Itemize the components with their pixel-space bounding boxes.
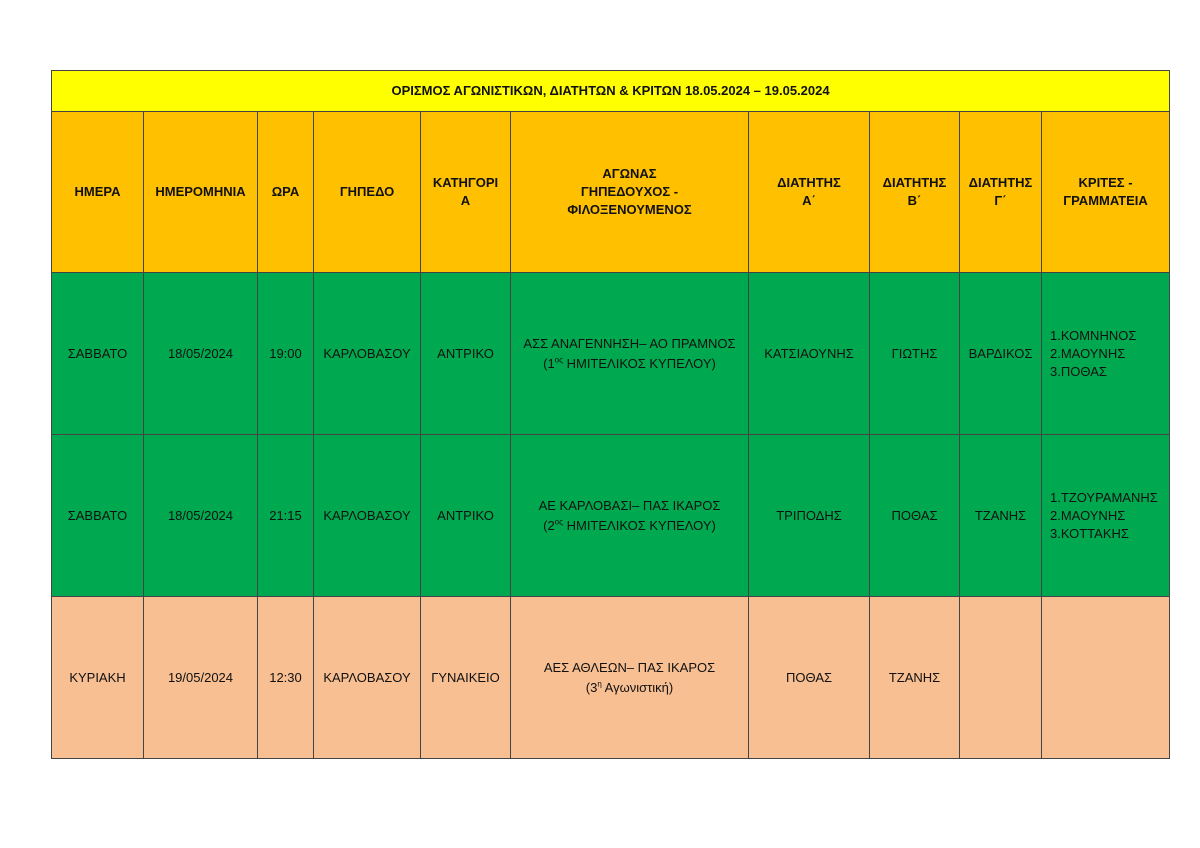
cell-day: ΣΑΒΒΑΤΟ — [52, 273, 144, 435]
match-round-suffix: ος — [554, 517, 563, 527]
cell-judges — [1042, 273, 1170, 435]
header-time: ΩΡΑ — [258, 112, 314, 273]
match-round-number: (2 — [543, 517, 555, 533]
header-category-line1: ΚΑΤΗΓΟΡΙ — [432, 175, 499, 190]
match-round-number: (3 — [585, 679, 598, 695]
judge-item: 2.ΜΑΟΥΝΗΣ — [1050, 345, 1126, 361]
match-teams: ΑΕΣ ΑΘΛΕΩΝ– ΠΑΣ ΙΚΑΡΟΣ — [543, 659, 716, 675]
match-round-number: (1 — [543, 355, 555, 371]
header-ref-b — [870, 112, 960, 273]
match-round — [515, 678, 744, 698]
cell-category: ΑΝΤΡΙΚΟ — [421, 435, 511, 597]
judge-item: 1.ΚΟΜΝΗΝΟΣ — [1050, 327, 1137, 343]
title-row — [52, 71, 1170, 112]
cell-match — [511, 597, 749, 759]
cell-match — [511, 273, 749, 435]
cell-category: ΑΝΤΡΙΚΟ — [421, 273, 511, 435]
match-round-suffix: ος — [554, 355, 563, 365]
match-round — [515, 516, 744, 536]
match-teams: ΑΣΣ ΑΝΑΓΕΝΝΗΣΗ– ΑΟ ΠΡΑΜΝΟΣ — [523, 335, 736, 351]
cell-ref-b: ΤΖΑΝΗΣ — [870, 597, 960, 759]
header-ref-b-line2: Β΄ — [907, 193, 922, 208]
header-match — [511, 112, 749, 273]
judge-item: 2.ΜΑΟΥΝΗΣ — [1050, 507, 1126, 523]
header-match-line1: ΑΓΩΝΑΣ — [602, 166, 657, 181]
cell-ref-a: ΚΑΤΣΙΑΟΥΝΗΣ — [749, 273, 870, 435]
cell-day: ΚΥΡΙΑΚΗ — [52, 597, 144, 759]
match-round-suffix: η — [597, 679, 602, 689]
header-match-line3: ΦΙΛΟΞΕΝΟΥΜΕΝΟΣ — [567, 202, 692, 217]
header-ref-c-line1: ΔΙΑΤΗΤΗΣ — [968, 175, 1033, 190]
judge-item: 1.ΤΖΟΥΡΑΜΑΝΗΣ — [1050, 489, 1158, 505]
cell-category: ΓΥΝΑΙΚΕΙΟ — [421, 597, 511, 759]
cell-ref-b: ΠΟΘΑΣ — [870, 435, 960, 597]
cell-match — [511, 435, 749, 597]
header-row — [52, 112, 1170, 273]
cell-ref-b: ΓΙΩΤΗΣ — [870, 273, 960, 435]
header-day: ΗΜΕΡΑ — [52, 112, 144, 273]
cell-ref-c: ΒΑΡΔΙΚΟΣ — [960, 273, 1042, 435]
match-round-label: ΗΜΙΤΕΛΙΚΟΣ ΚΥΠΕΛΟΥ) — [562, 355, 716, 371]
header-ref-a — [749, 112, 870, 273]
header-ref-a-line1: ΔΙΑΤΗΤΗΣ — [777, 175, 841, 190]
table-row — [52, 597, 1170, 759]
cell-judges — [1042, 597, 1170, 759]
match-round-label: ΗΜΙΤΕΛΙΚΟΣ ΚΥΠΕΛΟΥ) — [562, 517, 716, 533]
header-ref-b-line1: ΔΙΑΤΗΤΗΣ — [882, 175, 947, 190]
cell-date: 19/05/2024 — [144, 597, 258, 759]
header-date: ΗΜΕΡΟΜΗΝΙΑ — [144, 112, 258, 273]
cell-day: ΣΑΒΒΑΤΟ — [52, 435, 144, 597]
header-category — [421, 112, 511, 273]
header-ref-c-line2: Γ΄ — [994, 193, 1007, 208]
cell-venue: ΚΑΡΛΟΒΑΣΟΥ — [314, 435, 421, 597]
header-match-line2: ΓΗΠΕΔΟΥΧΟΣ - — [580, 184, 679, 199]
cell-time: 12:30 — [258, 597, 314, 759]
header-ref-c — [960, 112, 1042, 273]
table-title: ΟΡΙΣΜΟΣ ΑΓΩΝΙΣΤΙΚΩΝ, ΔΙΑΤΗΤΩΝ & ΚΡΙΤΩΝ 18.05.2024 – 19.05.2024 — [52, 71, 1170, 112]
header-ref-a-line2: Α΄ — [802, 193, 816, 208]
cell-ref-a: ΠΟΘΑΣ — [749, 597, 870, 759]
table-row — [52, 273, 1170, 435]
cell-ref-c — [960, 597, 1042, 759]
match-round-label: Αγωνιστική) — [601, 679, 674, 695]
cell-time: 21:15 — [258, 435, 314, 597]
header-judges-line1: ΚΡΙΤΕΣ - — [1078, 175, 1133, 190]
header-judges — [1042, 112, 1170, 273]
cell-time: 19:00 — [258, 273, 314, 435]
cell-venue: ΚΑΡΛΟΒΑΣΟΥ — [314, 273, 421, 435]
cell-date: 18/05/2024 — [144, 273, 258, 435]
cell-ref-a: ΤΡΙΠΟΔΗΣ — [749, 435, 870, 597]
header-venue: ΓΗΠΕΔΟ — [314, 112, 421, 273]
schedule-table — [51, 70, 1170, 759]
judge-item: 3.ΚΟΤΤΑΚΗΣ — [1050, 525, 1129, 541]
cell-judges — [1042, 435, 1170, 597]
match-round — [515, 354, 744, 374]
header-category-line2: Α — [460, 193, 471, 208]
cell-venue: ΚΑΡΛΟΒΑΣΟΥ — [314, 597, 421, 759]
match-teams: ΑΕ ΚΑΡΛΟΒΑΣΙ– ΠΑΣ ΙΚΑΡΟΣ — [538, 497, 721, 513]
judge-item: 3.ΠΟΘΑΣ — [1050, 363, 1107, 379]
cell-ref-c: ΤΖΑΝΗΣ — [960, 435, 1042, 597]
cell-date: 18/05/2024 — [144, 435, 258, 597]
header-judges-line2: ΓΡΑΜΜΑΤΕΙΑ — [1063, 193, 1148, 208]
table-row — [52, 435, 1170, 597]
